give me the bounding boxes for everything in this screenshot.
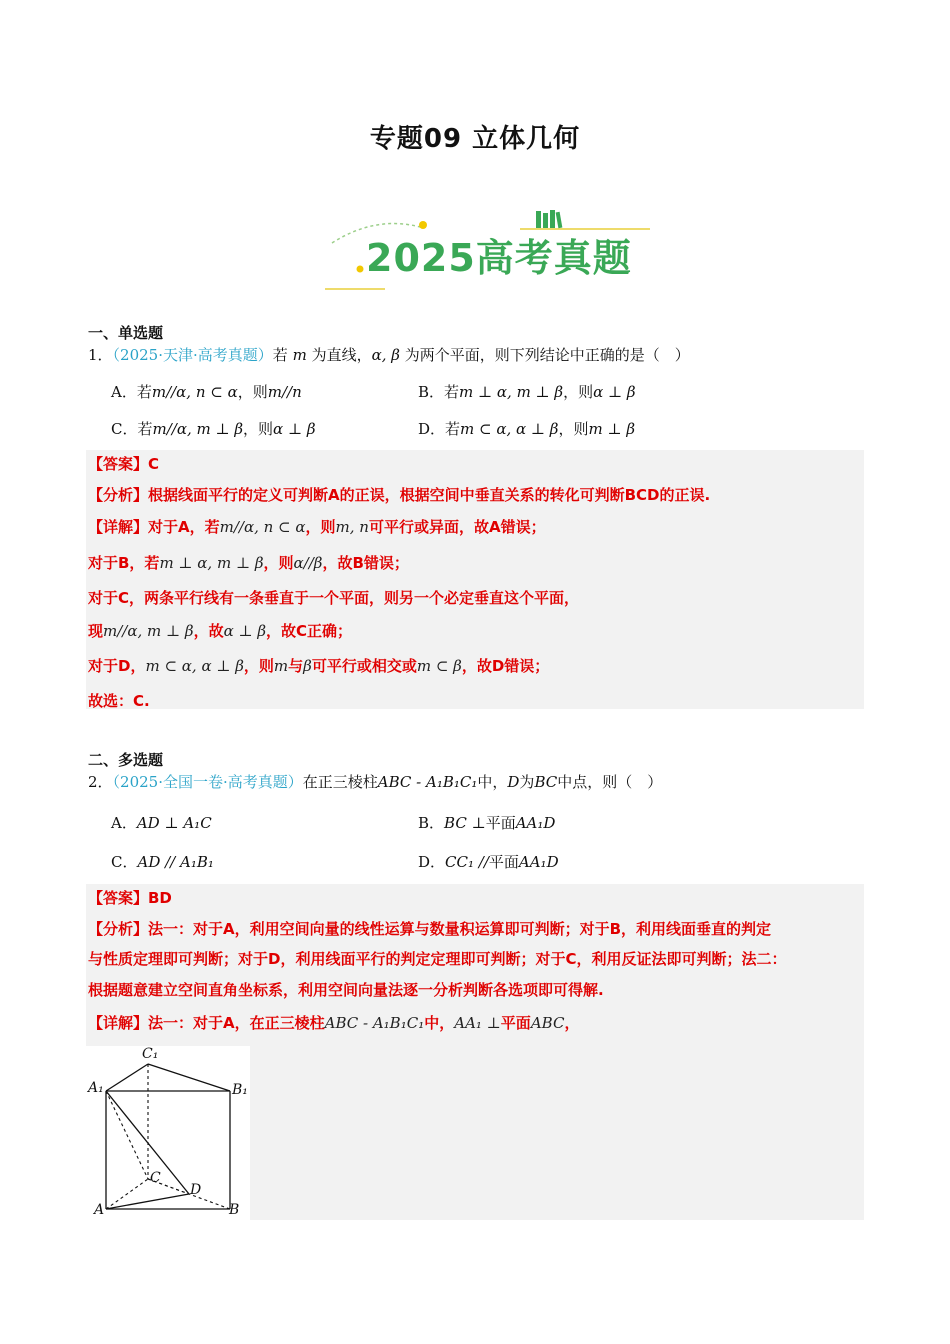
stem-text: 为 (519, 773, 535, 791)
question-2-stem (88, 771, 662, 792)
option-text: ，则 (237, 383, 268, 401)
question-number: 2． (88, 773, 113, 791)
detail-math: m ⊂ β (416, 657, 462, 675)
detail-line (88, 516, 546, 537)
detail-line (88, 552, 409, 573)
option-b (418, 812, 555, 833)
detail-text: 与 (288, 657, 304, 675)
stem-text: 中点，则（ ） (557, 773, 663, 791)
detail-text: 【详解】对于A，若 (88, 518, 220, 536)
analysis-line: 与性质定理即可判断；对于D，利用线面平行的判定定理即可判断；对于C，利用反证法即可判断；法二： (88, 950, 787, 968)
detail-math: m (273, 657, 289, 675)
detail-math: ABC - A₁B₁C₁ (324, 1014, 425, 1032)
option-math: CC₁ // (445, 853, 489, 871)
option-label: B． (418, 814, 445, 832)
label-d: D (190, 1182, 202, 1198)
option-label: A． (111, 814, 137, 832)
detail-line: 故选：C. (88, 692, 150, 710)
option-label: B．若 (418, 383, 460, 401)
question-source: （2025·天津·高考真题） (112, 346, 273, 364)
option-math: α ⊥ β (273, 420, 316, 438)
option-math: m//α, m ⊥ β (152, 420, 244, 438)
option-a (111, 812, 212, 833)
detail-text: 【详解】法一：对于A，在正三棱柱 (88, 1014, 325, 1032)
detail-text: ，故B错误； (322, 554, 409, 572)
detail-text: 中， (424, 1014, 455, 1032)
math-m: m (292, 346, 307, 364)
stem-text: 若 (272, 346, 288, 364)
option-math: AA₁D (518, 853, 559, 871)
question-number: 1． (88, 346, 113, 364)
detail-math: m, n (335, 518, 369, 536)
detail-text: ，则 (263, 554, 294, 572)
detail-line (88, 1012, 579, 1033)
prism-figure (86, 1046, 250, 1220)
stem-text: 在正三棱柱 (302, 773, 378, 791)
stem-text: 中， (477, 773, 508, 791)
detail-text: 平面 (500, 1014, 531, 1032)
option-label: C．若 (111, 420, 153, 438)
detail-text: ，故D错误； (461, 657, 550, 675)
option-math: m ⊥ β (588, 420, 636, 438)
detail-math: m//α, n ⊂ α (219, 518, 306, 536)
detail-math: β (303, 657, 312, 675)
label-a1: A₁ (88, 1080, 104, 1096)
option-math: AD ⊥ A₁C (136, 814, 212, 832)
label-b1: B₁ (232, 1082, 248, 1098)
option-label: D． (418, 853, 446, 871)
detail-math: α ⊥ β (223, 622, 267, 640)
option-text: ，则 (243, 420, 274, 438)
detail-text: ， (564, 1014, 580, 1032)
detail-math: m//α, m ⊥ β (103, 622, 194, 640)
banner (320, 205, 660, 295)
section-heading-multi: 二、多选题 (88, 751, 164, 769)
solution-box-2 (86, 884, 864, 1220)
option-math: m//n (267, 383, 302, 401)
page-title: 专题09 立体几何 (369, 124, 581, 154)
prism-diagram (86, 1046, 250, 1220)
detail-text: 对于D， (88, 657, 146, 675)
analysis: 【分析】根据线面平行的定义可判断A的正误，根据空间中垂直关系的转化可判断BCD的正误. (88, 486, 711, 504)
math-alpha-beta: α, β (371, 346, 400, 364)
label-b: B (229, 1202, 240, 1218)
option-math: BC ⊥ (444, 814, 486, 832)
question-1-stem (88, 344, 690, 365)
analysis-line: 【分析】法一：对于A，利用空间向量的线性运算与数量积运算即可判断；对于B，利用线面垂直的判定 (88, 920, 772, 938)
detail-line (88, 620, 352, 641)
option-math: m ⊥ α, m ⊥ β (459, 383, 564, 401)
math-prism: ABC - A₁B₁C₁ (377, 773, 478, 791)
option-d (418, 418, 635, 439)
math-bc: BC (534, 773, 558, 791)
detail-text: ，则 (243, 657, 274, 675)
option-b (418, 381, 636, 402)
label-c: C (150, 1170, 161, 1186)
option-text: ，则 (563, 383, 594, 401)
label-a: A (94, 1202, 105, 1218)
option-text: 平面 (485, 814, 516, 832)
option-math: AD // A₁B₁ (137, 853, 214, 871)
stem-text: 为直线， (311, 346, 372, 364)
detail-math: AA₁ ⊥ (454, 1014, 501, 1032)
detail-math: m ⊂ α, α ⊥ β (145, 657, 244, 675)
detail-text: ，故 (193, 622, 224, 640)
question-source: （2025·全国一卷·高考真题） (112, 773, 303, 791)
detail-text: 可平行或相交或 (311, 657, 417, 675)
detail-math: ABC (530, 1014, 565, 1032)
option-a (111, 381, 302, 402)
solution-box-1 (86, 450, 864, 709)
answer: 【答案】BD (88, 889, 172, 907)
section-heading-single: 一、单选题 (88, 324, 164, 342)
answer: 【答案】C (88, 455, 160, 473)
detail-text: ，故C正确； (266, 622, 353, 640)
option-math: m ⊂ α, α ⊥ β (460, 420, 559, 438)
option-c (111, 418, 316, 439)
detail-text: 现 (88, 622, 104, 640)
detail-line (88, 655, 549, 676)
option-label: C． (111, 853, 138, 871)
math-d: D (507, 773, 520, 791)
option-math: AA₁D (515, 814, 556, 832)
detail-text: 对于B，若 (88, 554, 160, 572)
detail-text: 可平行或异面，故A错误； (368, 518, 546, 536)
option-text: ，则 (558, 420, 589, 438)
option-math: m//α, n ⊂ α (151, 383, 238, 401)
banner-title: 2025高考真题 (366, 236, 632, 280)
option-text: 平面 (488, 853, 519, 871)
detail-text: ，则 (305, 518, 336, 536)
option-math: α ⊥ β (593, 383, 636, 401)
option-d (418, 851, 559, 872)
option-c (111, 851, 214, 872)
option-label: A．若 (111, 383, 152, 401)
label-c1: C₁ (142, 1046, 159, 1062)
analysis-line: 根据题意建立空间直角坐标系，利用空间向量法逐一分析判断各选项即可得解. (88, 981, 604, 999)
detail-line: 对于C，两条平行线有一条垂直于一个平面，则另一个必定垂直这个平面， (88, 589, 580, 607)
stem-text: 为两个平面，则下列结论中正确的是（ ） (404, 346, 690, 364)
detail-math: m ⊥ α, m ⊥ β (159, 554, 264, 572)
option-label: D．若 (418, 420, 461, 438)
detail-math: α//β (293, 554, 323, 572)
